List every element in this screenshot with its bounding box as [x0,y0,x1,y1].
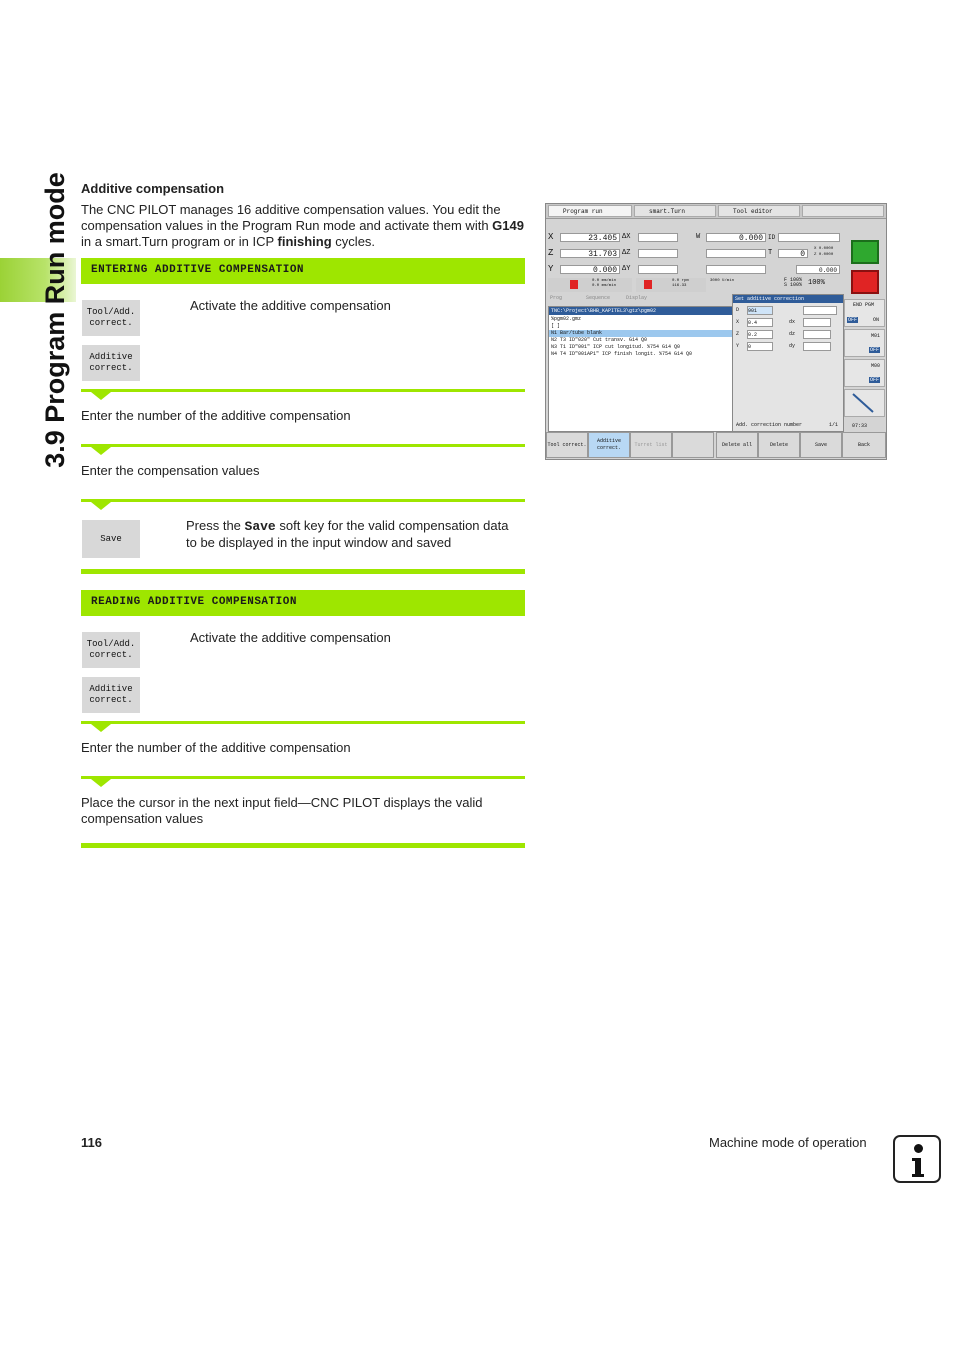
arrow-down-icon [91,779,111,787]
axis-y-label: Y [548,264,554,274]
softkey-save[interactable]: Save [800,432,842,458]
dz-field [803,330,831,339]
s-override: 100% [808,279,825,287]
additive-correction-dialog [732,294,844,432]
axis-x-value: 23.405 [560,233,620,242]
dialog-label-d: D [736,307,740,313]
tab-program-run[interactable]: Program run [548,205,632,217]
m00-label: M00 [871,363,881,369]
xz-offsets: X 0.0000 Z 0.0000 [814,247,834,257]
footer-chapter: Machine mode of operation [709,1135,867,1150]
softkey-additive-correct[interactable]: Additive correct. [588,432,630,458]
tool-add-correct-key[interactable]: Tool/Add. correct. [82,300,140,336]
diagonal-arrow-icon [845,390,884,416]
reading-step2: Enter the number of the additive compensation [81,740,351,755]
section-end-bar [81,569,525,574]
reading-header: READING ADDITIVE COMPENSATION [81,590,525,616]
reading-step1: Activate the additive compensation [190,630,391,645]
entering-step1: Activate the additive compensation [190,298,391,313]
mode-tab-row [546,204,886,219]
axis-z-delta: ΔZ [622,249,631,257]
end-pgm-off: OFF [848,317,858,323]
end-pgm-box[interactable] [844,299,885,327]
view-sequence[interactable]: Sequence [586,295,611,301]
t-value: 0 [778,249,808,258]
view-display[interactable]: Display [626,295,648,301]
arrow-down-icon [91,392,111,400]
view-prog[interactable]: Prog [550,295,563,301]
section-heading: Additive compensation [81,181,225,196]
axis-x-delta-field [638,233,678,242]
dx-label: dx [789,319,796,325]
tab-smart-turn[interactable]: smart.Turn [634,205,716,217]
save-key[interactable]: Save [82,520,140,558]
divider [81,444,525,447]
axis-z-delta-field [638,249,678,258]
tab-tool-editor[interactable]: Tool editor [718,205,800,217]
smax-value: 3000 U/min [710,279,735,283]
side-chapter-title: 3.9 Program Run mode [40,172,70,468]
m00-off: OFF [870,377,880,383]
correction-number-input[interactable]: 901 [747,306,773,315]
spindle-box [636,278,706,292]
w-value: 0.000 [706,233,766,242]
w-label: W [696,233,701,241]
axis-x-label: X [548,232,554,242]
d-aux-field [803,306,837,315]
softkey-empty[interactable] [672,432,714,458]
divider [81,776,525,779]
axis-x-delta: ΔX [622,233,631,241]
cnc-screenshot [545,203,887,460]
axis-y-value: 0.000 [560,265,620,274]
feed-box [548,278,632,292]
dialog-footer: Add. correction number [736,422,803,428]
info-icon [893,1135,941,1183]
m01-off: OFF [870,347,880,353]
cycle-stop-button[interactable] [851,270,879,294]
divider [81,721,525,724]
program-line[interactable]: [ ] [551,323,561,329]
axis-y-delta: ΔY [622,265,631,273]
dialog-label-x: X [736,319,740,325]
section-end-bar [81,843,525,848]
arrow-down-icon [91,447,111,455]
y-correction-input[interactable]: 0 [747,342,773,351]
dy-label: dy [789,343,796,349]
divider [81,389,525,392]
tab-extra[interactable] [802,205,884,217]
program-window[interactable] [548,306,733,432]
rpm-values: 0.0 rpm 116.33 [672,279,689,288]
clock: 07:33 [852,423,868,429]
entering-step3: Enter the compensation values [81,463,260,478]
program-line-selected[interactable]: N1 Bar/tube blank [549,330,732,337]
m01-box[interactable] [844,329,885,357]
override-values: F 100% S 100% [784,277,803,288]
dz-label: dz [789,331,796,337]
entering-header: ENTERING ADDITIVE COMPENSATION [81,258,525,284]
jog-box[interactable] [844,389,885,417]
arrow-down-icon [91,502,111,510]
softkey-delete-all[interactable]: Delete all [716,432,758,458]
program-line[interactable]: N4 T4 ID"001AP1" ICP finish longit. %754 G14 Q0 [551,351,693,357]
end-pgm-label: END PGM [853,302,875,308]
feed-stop-icon [570,280,578,289]
additive-correct-key[interactable]: Additive correct. [82,677,140,713]
axis-y-delta-field [638,265,678,274]
cycle-start-button[interactable] [851,240,879,264]
dx-field [803,318,831,327]
dialog-page: 1/1 [829,422,839,428]
feed-values: 0.0 mm/min 0.0 mm/min [592,279,617,288]
m00-box[interactable] [844,359,885,387]
t-label: T [768,249,773,257]
spare-field-2 [706,265,766,274]
program-line[interactable]: %pgm02.gmz [551,316,582,322]
additive-correct-key[interactable]: Additive correct. [82,345,140,381]
entering-step4: Press the Save soft key for the valid compensation data to be displayed in the input window and saved [186,518,509,550]
program-path: TNC:\Project\BHB_KAPITEL3\gtz\pgm02 [549,307,732,315]
tool-add-correct-key[interactable]: Tool/Add. correct. [82,632,140,668]
dialog-title: Set additive correction [733,295,843,303]
page-number: 116 [81,1135,102,1150]
reading-step3: Place the cursor in the next input field—CNC PILOT displays the valid compensation values [81,795,483,826]
spindle-value: 0.000 [796,265,840,274]
end-pgm-on: ON [873,317,880,323]
arrow-down-icon [91,724,111,732]
spare-field [706,249,766,258]
entering-step2: Enter the number of the additive compensation [81,408,351,423]
program-line[interactable]: N2 T3 ID"020" Cut transv. G14 Q0 [551,337,648,343]
spindle-stop-icon [644,280,652,289]
intro-paragraph: The CNC PILOT manages 16 additive compensation values. You edit the compensation values in the Program Run mode and activate them with G149 in a smart.Turn program or in ICP finishing cycles. [81,202,524,249]
softkey-turret-list[interactable]: Turret list [630,432,672,458]
softkey-tool-correct[interactable]: Tool correct. [546,432,588,458]
m01-label: M01 [871,333,881,339]
axis-z-label: Z [548,248,554,258]
id-field [778,233,840,242]
dialog-label-z: Z [736,331,740,337]
axis-z-value: 31.703 [560,249,620,258]
z-correction-input[interactable]: 0.2 [747,330,773,339]
program-line[interactable]: N3 T1 ID"001" ICP cut longitud. %754 G14 Q0 [551,344,681,350]
id-label: ID [768,234,776,241]
x-correction-input[interactable]: 0.4 [747,318,773,327]
dy-field [803,342,831,351]
softkey-delete[interactable]: Delete [758,432,800,458]
divider [81,499,525,502]
softkey-back[interactable]: Back [842,432,886,458]
dialog-label-y: Y [736,343,740,349]
